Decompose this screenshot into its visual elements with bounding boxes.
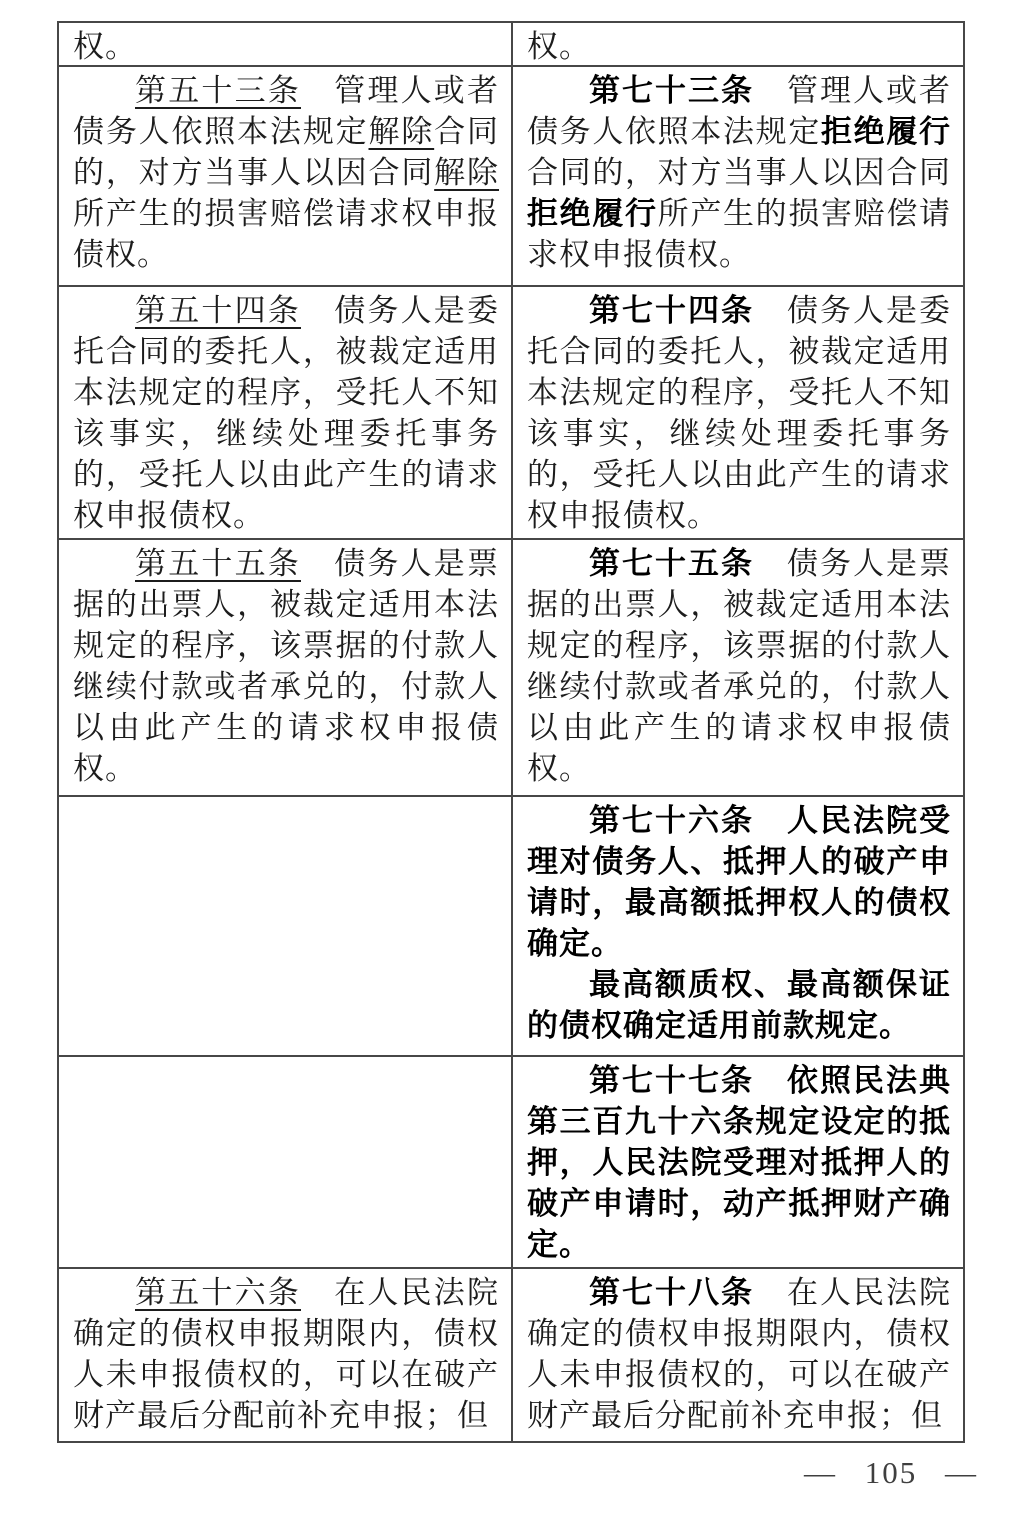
law-article-text xyxy=(527,800,951,964)
changed-text: 依照民法典第三百九十六条规定设定的抵押，人民法院受理对抵押人的破产申请时，动产抵押财产确定。 xyxy=(527,1063,951,1262)
text-segment: 合同的，对方当事人以因合同 xyxy=(527,155,951,190)
law-comparison-table xyxy=(57,21,965,1443)
table-row xyxy=(59,23,963,67)
page-number: — 105 — xyxy=(804,1455,978,1490)
law-article-text xyxy=(527,26,951,65)
text-segment: 权。 xyxy=(73,29,137,64)
cell-old-law xyxy=(59,287,511,538)
table-row xyxy=(59,287,963,540)
cell-old-law xyxy=(59,67,511,285)
law-article-text xyxy=(527,290,951,536)
article-number: 第五十五条 xyxy=(135,546,301,581)
table-row xyxy=(59,1057,963,1269)
law-article-text xyxy=(527,1272,951,1436)
text-segment: 债务人是委托合同的委托人，被裁定适用本法规定的程序，受托人不知该事实，继续处理委托事务的，受托人以由此产生的请求权申报债权。 xyxy=(73,293,499,533)
article-number: 第七十六条 xyxy=(589,803,754,838)
text-segment: 管理人或者债务人依照本法规定 xyxy=(73,73,499,149)
cell-new-draft xyxy=(511,23,963,65)
changed-text: 人民法院受理对债务人、抵押人的破产申请时，最高额抵押权人的债权确定。 xyxy=(527,803,951,961)
cell-old-law xyxy=(59,23,511,65)
article-number: 第五十六条 xyxy=(135,1275,301,1310)
article-number: 第七十七条 xyxy=(589,1063,754,1098)
article-number: 第七十三条 xyxy=(589,73,754,108)
law-article-text xyxy=(527,964,951,1046)
text-segment: 债务人是票据的出票人，被裁定适用本法规定的程序，该票据的付款人继续付款或者承兑的，付款人以由此产生的请求权申报债权。 xyxy=(527,546,951,786)
article-number: 第七十五条 xyxy=(589,546,754,581)
cell-new-draft xyxy=(511,67,963,285)
cell-new-draft xyxy=(511,540,963,795)
changed-text: 解除 xyxy=(368,114,435,149)
text-segment: 合同的，对方当事人以因合同 xyxy=(73,114,500,190)
cell-old-law-empty xyxy=(59,1057,511,1267)
table-row xyxy=(59,67,963,287)
law-article-text xyxy=(73,1272,499,1436)
text-segment: 在人民法院确定的债权申报期限内，债权人未申报债权的，可以在破产财产最后分配前补充申报；但 xyxy=(73,1275,499,1433)
table-row xyxy=(59,1269,963,1441)
text-segment: 所产生的损害赔偿请求权申报债权。 xyxy=(73,196,499,272)
law-article-text xyxy=(73,70,499,275)
changed-text: 拒绝履行 xyxy=(821,114,951,149)
law-article-text xyxy=(527,1060,951,1265)
article-number: 第五十四条 xyxy=(135,293,301,328)
cell-old-law xyxy=(59,540,511,795)
article-number: 第七十四条 xyxy=(589,293,754,328)
text-segment: 权。 xyxy=(527,29,591,64)
table-row xyxy=(59,797,963,1057)
changed-text: 拒绝履行 xyxy=(527,196,658,231)
cell-new-draft xyxy=(511,1057,963,1267)
article-number: 第七十八条 xyxy=(589,1275,754,1310)
cell-old-law xyxy=(59,1269,511,1441)
article-number: 第五十三条 xyxy=(135,73,301,108)
changed-text: 解除 xyxy=(434,155,500,190)
law-article-text xyxy=(73,26,499,65)
changed-text: 最高额质权、最高额保证的债权确定适用前款规定。 xyxy=(527,967,951,1043)
cell-new-draft xyxy=(511,287,963,538)
law-article-text xyxy=(527,70,951,275)
law-article-text xyxy=(527,543,951,789)
law-article-text xyxy=(73,290,499,536)
text-segment: 在人民法院确定的债权申报期限内，债权人未申报债权的，可以在破产财产最后分配前补充申报；但 xyxy=(527,1275,951,1433)
table-row xyxy=(59,540,963,797)
cell-new-draft xyxy=(511,797,963,1055)
text-segment: 债务人是委托合同的委托人，被裁定适用本法规定的程序，受托人不知该事实，继续处理委托事务的，受托人以由此产生的请求权申报债权。 xyxy=(527,293,951,533)
text-segment: 所产生的损害赔偿请求权申报债权。 xyxy=(527,196,952,272)
text-segment: 管理人或者债务人依照本法规定 xyxy=(527,73,951,149)
law-article-text xyxy=(73,543,499,789)
text-segment: 债务人是票据的出票人，被裁定适用本法规定的程序，该票据的付款人继续付款或者承兑的，付款人以由此产生的请求权申报债权。 xyxy=(73,546,499,786)
cell-new-draft xyxy=(511,1269,963,1441)
cell-old-law-empty xyxy=(59,797,511,1055)
